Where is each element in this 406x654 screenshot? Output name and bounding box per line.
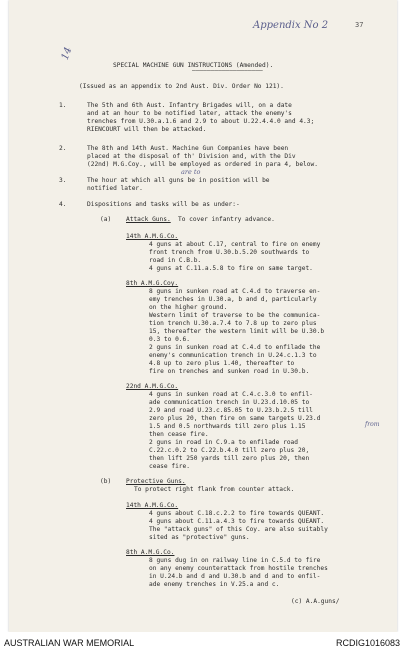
section-heading: Protective Guns. bbox=[126, 478, 186, 485]
unit-line: 4 guns at about C.17, central to fire on enemy bbox=[149, 241, 321, 248]
footer-institution: AUSTRALIAN WAR MEMORIAL bbox=[4, 638, 135, 648]
unit-line: ade enemy trenches in V.25.a and c. bbox=[149, 581, 280, 588]
paragraph-line: The 5th and 6th Aust. Infantry Brigades will, on a date bbox=[87, 102, 292, 109]
continuation-marker: (c) A.A.guns/ bbox=[291, 598, 340, 605]
paragraph-line: and at an hour to be notified later, attack the enemy's bbox=[87, 110, 292, 117]
page-title: SPECIAL MACHINE GUN INSTRUCTIONS (Amended). bbox=[113, 62, 274, 69]
paragraph-line: trenches from U.30.a.1.6 and 2.9 to about U.22.4.4.0 and 4.3; bbox=[87, 118, 315, 125]
unit-line: 1.5 and 0.5 northwards till zero plus 1.15 bbox=[149, 423, 306, 430]
title-rule: ——————————————————— bbox=[192, 67, 263, 74]
unit-line: 2 guns in sunken road at C.4.d to enfilade the bbox=[149, 344, 321, 351]
unit-line: on any enemy counterattack from hostile trenches bbox=[149, 565, 328, 572]
unit-line: 4 guns in sunken road at C.4.c.3.0 to enfil- bbox=[149, 391, 313, 398]
unit-line: 4.8 up to zero plus 1.40, thereafter to bbox=[149, 360, 295, 367]
unit-line: The "attack guns" of this Coy. are also suitably bbox=[149, 526, 328, 533]
page-number: 37 bbox=[355, 21, 364, 29]
unit-line: 8 guns dug in on railway line in C.5.d to fire bbox=[149, 557, 321, 564]
paragraph-line: The 8th and 14th Aust. Machine Gun Companies have been bbox=[87, 145, 289, 152]
unit-line: in U.24.b and d and U.30.b and d and to enfil- bbox=[149, 573, 321, 580]
unit-line: front trench from U.30.b.5.20 southwards to bbox=[149, 249, 310, 256]
unit-name: 14th A.M.G.Co. bbox=[126, 233, 179, 240]
unit-line: 4 guns at C.11.a.5.8 to fire on same target. bbox=[149, 265, 313, 272]
unit-line: cease fire. bbox=[149, 463, 190, 470]
unit-line: then lift 250 yards till zero plus 20, then bbox=[149, 455, 310, 462]
unit-name: 14th A.M.G.Co. bbox=[126, 502, 179, 509]
unit-line: 4 guns about C.18.c.2.2 to fire towards QUEANT. bbox=[149, 510, 325, 517]
document-page bbox=[9, 0, 397, 632]
paragraph-number: 2. bbox=[59, 145, 67, 152]
section-heading-rest: To cover infantry advance. bbox=[178, 216, 275, 223]
unit-line: emy trenches in U.30.a, b and d, particularly bbox=[149, 296, 317, 303]
unit-line: 0.3 to 0.6. bbox=[149, 336, 190, 343]
paragraph-line: The hour at which all guns be in position will be bbox=[87, 177, 270, 184]
paragraph-number: 3. bbox=[59, 177, 67, 184]
handwritten-insertion: are to bbox=[181, 168, 201, 176]
unit-line: 8 guns in sunken road at C.4.d to traverse en- bbox=[149, 288, 321, 295]
section-heading-rest: To protect right flank from counter attack. bbox=[134, 486, 295, 493]
paragraph-line: (22nd) M.G.Coy., will be employed as ordered in para 4, below. bbox=[87, 161, 318, 168]
section-heading: Attack Guns. bbox=[126, 216, 171, 223]
unit-line: 15, thereafter the western limit will be U.30.b bbox=[149, 328, 325, 335]
unit-line: zero plus 20, then fire on same targets U.23.d bbox=[149, 415, 321, 422]
appendix-annotation: Appendix No 2 bbox=[253, 20, 329, 31]
unit-line: sited as "protective" guns. bbox=[149, 534, 250, 541]
unit-name: 8th A.M.G.Coy. bbox=[126, 280, 179, 287]
section-marker: (b) bbox=[100, 478, 112, 485]
unit-line: 2 guns in road in C.9.a to enfilade road bbox=[149, 439, 299, 446]
unit-line: tion trench U.30.a.7.4 to 7.8 up to zero plus bbox=[149, 320, 317, 327]
paragraph-line: placed at the disposal of th' Division and, with the Div bbox=[87, 153, 296, 160]
unit-name: 8th A.M.G.Co. bbox=[126, 549, 175, 556]
paragraph-line: notified later. bbox=[87, 185, 143, 192]
unit-line: Western limit of traverse to be the communica- bbox=[149, 312, 321, 319]
paragraph-line: Dispositions and tasks will be as under:- bbox=[87, 201, 240, 208]
margin-number: 14 bbox=[59, 45, 75, 62]
unit-line: road in C.B.b. bbox=[149, 257, 202, 264]
unit-name: 22nd A.M.G.Co. bbox=[126, 383, 179, 390]
handwritten-note: from bbox=[365, 421, 380, 428]
unit-line: ade communication trench in U.23.d.10.05 to bbox=[149, 399, 310, 406]
footer-record-id: RCDIG1016083 bbox=[335, 638, 400, 648]
paragraph-number: 1. bbox=[59, 102, 67, 109]
section-marker: (a) bbox=[100, 216, 112, 223]
unit-line: then cease fire. bbox=[149, 431, 209, 438]
unit-line: 2.9 and road U.23.c.85.05 to U.23.b.2.5 till bbox=[149, 407, 313, 414]
archive-footer bbox=[0, 632, 406, 654]
unit-line: fire on trenches and sunken road in U.30.b. bbox=[149, 368, 310, 375]
unit-line: on the higher ground. bbox=[149, 304, 228, 311]
unit-line: enemy's communication trench in U.24.c.1.3 to bbox=[149, 352, 317, 359]
paragraph-number: 4. bbox=[59, 201, 67, 208]
paragraph-line: RIENCOURT will then be attacked. bbox=[87, 126, 207, 133]
unit-line: C.22.c.0.2 to C.22.b.4.0 till zero plus 20, bbox=[149, 447, 310, 454]
page-subtitle: (Issued as an appendix to 2nd Aust. Div. Order No 121). bbox=[79, 83, 284, 90]
unit-line: 4 guns about C.11.a.4.3 to fire towards QUEANT. bbox=[149, 518, 325, 525]
